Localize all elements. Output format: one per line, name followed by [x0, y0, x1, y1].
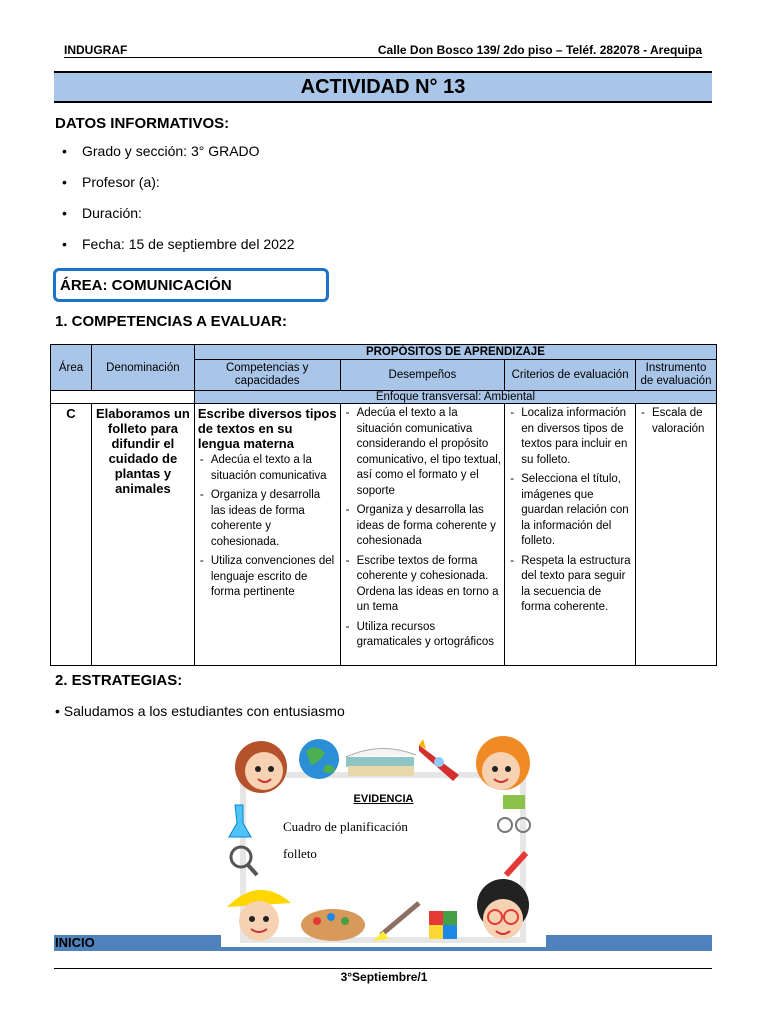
th-denominacion: Denominación: [91, 345, 194, 391]
th-instrumento: Instrumento de evaluación: [636, 360, 717, 391]
list-item: - Utiliza convenciones del lenguaje escrito de forma pertinente: [198, 554, 337, 601]
evidence-line-2: folleto: [283, 846, 317, 861]
list-item: • Profesor (a):: [62, 174, 160, 190]
globe-icon: [299, 739, 339, 779]
area-label: ÁREA: COMUNICACIÓN: [53, 268, 329, 302]
footer-divider: [54, 968, 712, 969]
list-item: - Organiza y desarrolla las ideas de forma coherente y cohesionada.: [198, 488, 337, 550]
inicio-label: INICIO: [55, 935, 95, 950]
cell-criterios: [505, 404, 636, 666]
list-item: - Selecciona el título, imágenes que guardan relación con la información del folleto.: [508, 472, 632, 550]
cell-competencias: [194, 404, 340, 666]
list-item: - Organiza y desarrolla las ideas de forma coherente y cohesionada: [344, 503, 502, 550]
books-icon: [346, 748, 416, 776]
girl-face-icon: [235, 741, 287, 793]
th-area: Área: [51, 345, 92, 391]
list-item: - Escribe textos de forma coherente y cohesionada. Ordena las ideas en torno a un tema: [344, 554, 502, 616]
list-item: - Adecúa el texto a la situación comunicativa considerando el propósito comunicativo, el tipo textual, así como el formato y el soporte: [344, 406, 502, 499]
page-title: ACTIVIDAD N° 13: [54, 71, 712, 103]
list-item: • Duración:: [62, 205, 142, 221]
palette-icon: [301, 909, 365, 941]
cell-area: C: [51, 404, 92, 666]
cell-instrumento: [636, 404, 717, 666]
header-divider: [64, 57, 702, 58]
th-propositos: PROPÓSITOS DE APRENDIZAJE: [194, 345, 716, 360]
competencias-table: [50, 344, 717, 666]
list-item: - Adecúa el texto a la situación comunicativa: [198, 453, 337, 484]
estrategias-heading: 2. ESTRATEGIAS:: [55, 672, 183, 689]
estrategia-item: • Saludamos a los estudiantes con entusiasmo: [55, 703, 345, 719]
puzzle-icon: [429, 911, 457, 939]
list-item: • Grado y sección: 3° GRADO: [62, 143, 260, 159]
boy-face-icon: [476, 736, 530, 790]
competencias-heading: 1. COMPETENCIAS A EVALUAR:: [55, 313, 287, 330]
evidence-title: EVIDENCIA: [353, 793, 414, 805]
list-item: - Escala de valoración: [639, 406, 713, 437]
datos-list: [62, 143, 294, 267]
list-item: - Localiza información en diversos tipos de textos para incluir en su folleto.: [508, 406, 632, 468]
list-item: - Utiliza recursos gramaticales y ortográficos: [344, 620, 502, 651]
list-item: - Respeta la estructura del texto para seguir la secuencia de forma coherente.: [508, 554, 632, 616]
th-competencias: Competencias y capacidades: [194, 360, 340, 391]
datos-heading: DATOS INFORMATIVOS:: [55, 115, 230, 132]
competencia-title: Escribe diversos tipos de textos en su lengua materna: [197, 406, 337, 451]
cell-denominacion: Elaboramos un folleto para difundir el cuidado de plantas y animales: [91, 404, 194, 666]
evidence-line-1: Cuadro de planificación: [283, 819, 408, 834]
list-item: • Fecha: 15 de septiembre del 2022: [62, 236, 295, 252]
evidence-illustration: [221, 735, 546, 947]
th-criterios: Criterios de evaluación: [505, 360, 636, 391]
header-company: INDUGRAF: [64, 43, 128, 57]
header-address: Calle Don Bosco 139/ 2do piso – Teléf. 282078 - Arequipa: [377, 43, 702, 57]
kids-frame-illustration: [221, 735, 546, 947]
footer-page: 3°Septiembre/1: [340, 970, 428, 984]
th-desempenos: Desempeños: [340, 360, 505, 391]
th-enfoque: Enfoque transversal: Ambiental: [194, 391, 716, 404]
cell-desempenos: [340, 404, 505, 666]
